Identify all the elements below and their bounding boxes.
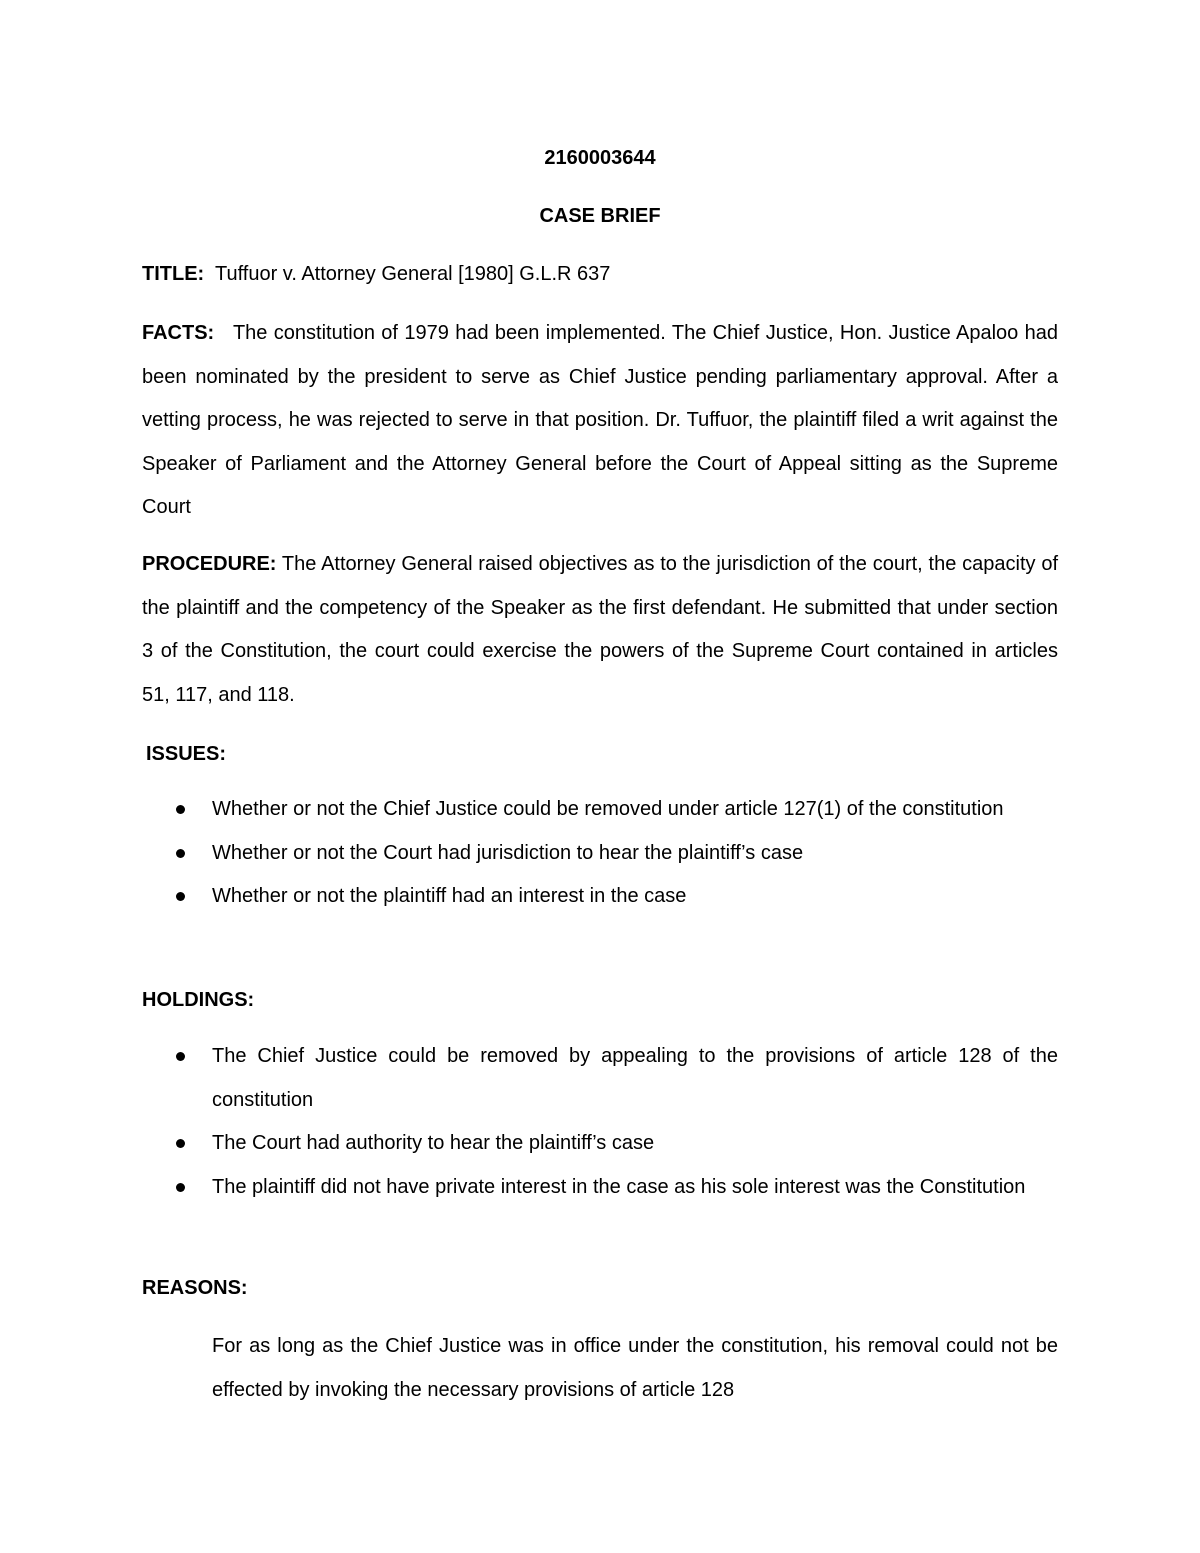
facts-label: FACTS:	[142, 322, 215, 344]
bullet-icon	[176, 1052, 185, 1061]
bullet-icon	[176, 1139, 185, 1148]
holdings-list-item	[142, 1166, 1058, 1210]
reasons-heading: REASONS:	[142, 1277, 248, 1299]
procedure-label: PROCEDURE:	[142, 553, 277, 575]
issue-text: Whether or not the Court had jurisdiction to hear the plaintiff’s case	[212, 841, 804, 864]
bullet-icon	[176, 892, 185, 901]
case-title-text: Tuffuor v. Attorney General [1980] G.L.R 637	[214, 263, 611, 285]
case-title-line	[142, 261, 1058, 287]
issues-list-item	[142, 832, 1058, 876]
issues-heading: ISSUES:	[146, 743, 227, 765]
document-page	[142, 0, 1058, 1553]
holding-text: The Court had authority to hear the plaintiff’s case	[212, 1132, 655, 1154]
holdings-list	[142, 1035, 1058, 1209]
bullet-icon	[176, 849, 185, 858]
bullet-icon	[176, 1183, 185, 1192]
holdings-heading: HOLDINGS:	[142, 989, 255, 1011]
bullet-icon	[176, 805, 185, 814]
facts-text: The constitution of 1979 had been implemented. The Chief Justice, Hon. Justice Apaloo had been nominated by the president to serve as Chief Justice pending parliamentary approval. After a vetting process, he was rejected to serve in that position. Dr. Tuffuor, the plaintiff filed a writ against the Speaker of Parliament and the Attorney General before the Court of Appeal sitting as the Supreme Court	[142, 322, 1059, 518]
reasons-paragraph: For as long as the Chief Justice was in office under the constitution, his removal could not be effected by invoking the necessary provisions of article 128	[212, 1335, 1058, 1401]
document-id-number: 2160003644	[544, 147, 656, 169]
facts-paragraph	[142, 312, 1058, 530]
holdings-list-item	[142, 1122, 1058, 1166]
procedure-paragraph	[142, 543, 1058, 717]
procedure-text: The Attorney General raised objectives as to the jurisdiction of the court, the capacity of the plaintiff and the competency of the Speaker as the first defendant. He submitted that under section 3 of the Constitution, the court could exercise the powers of the Supreme Court contained in articles 51, 117, and 118.	[142, 553, 1058, 706]
holdings-list-item	[142, 1035, 1058, 1122]
issues-list-item	[142, 875, 1058, 919]
case-title-label: TITLE:	[142, 263, 205, 285]
issues-list	[142, 788, 1058, 919]
issues-list-item	[142, 788, 1058, 832]
issue-text: Whether or not the plaintiff had an interest in the case	[212, 885, 687, 907]
holding-text: The plaintiff did not have private interest in the case as his sole interest was the Constitution	[212, 1175, 1026, 1198]
issue-text: Whether or not the Chief Justice could be removed under article 127(1) of the constitution	[212, 798, 1004, 820]
document-title: CASE BRIEF	[539, 205, 661, 227]
holding-text: The Chief Justice could be removed by appealing to the provisions of article 128 of the constitution	[212, 1045, 1058, 1111]
